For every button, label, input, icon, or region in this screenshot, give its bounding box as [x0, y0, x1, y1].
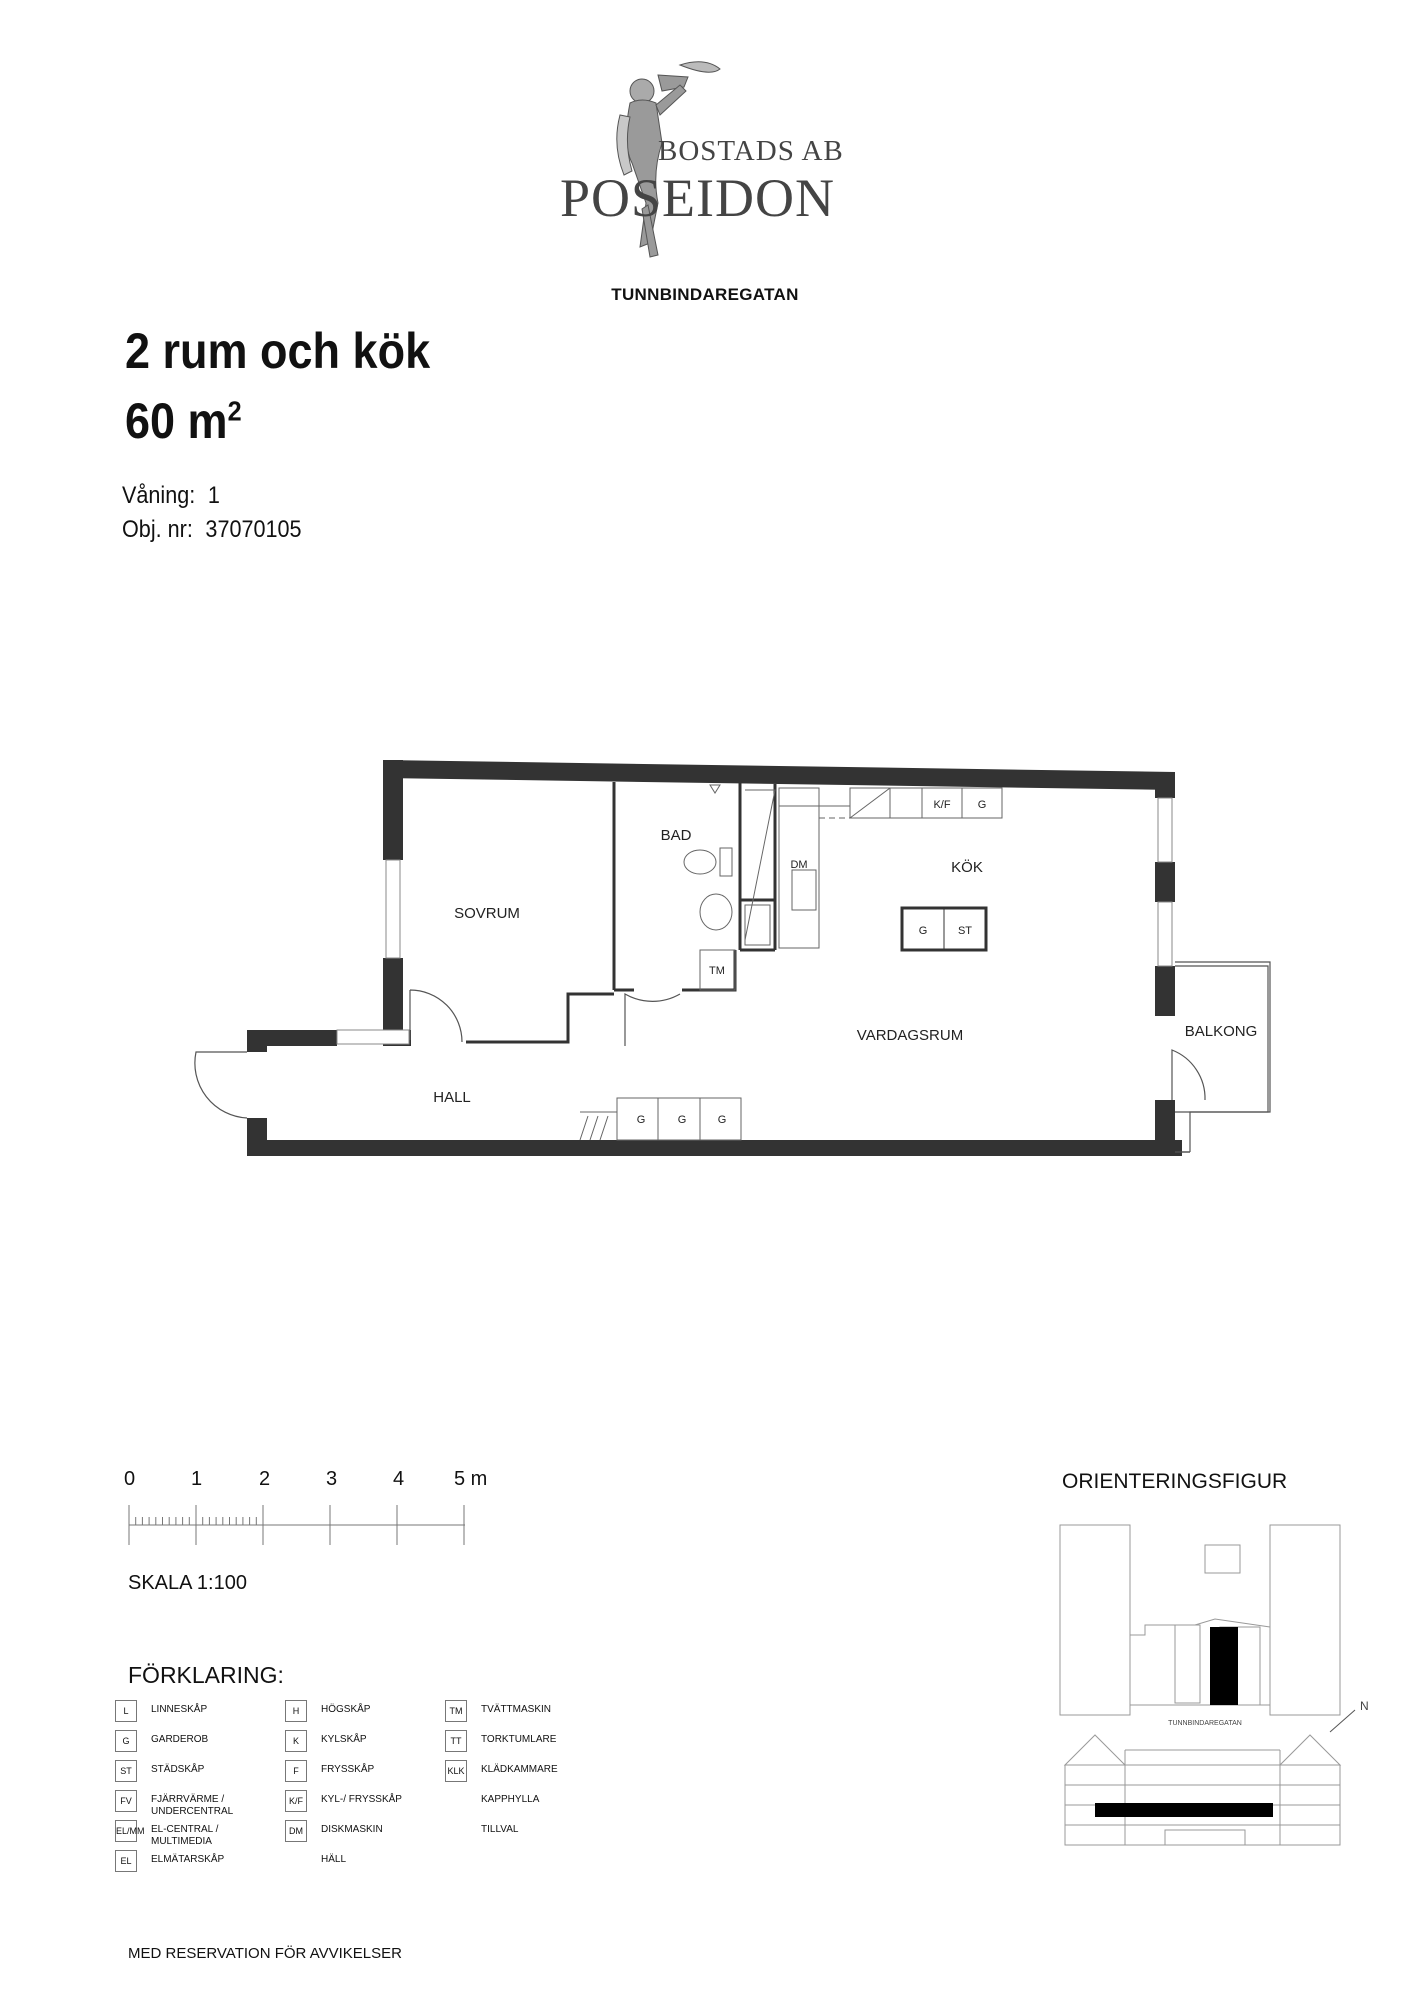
legend-code: FV [115, 1790, 137, 1812]
legend-label: TVÄTTMASKIN [481, 1704, 552, 1715]
area-unit-sup: 2 [227, 395, 242, 427]
fixture-hall-g3: G [717, 1114, 727, 1126]
legend-label: DISKMASKIN [321, 1824, 383, 1835]
legend-code: EL/MM [115, 1820, 137, 1842]
legend-code [285, 1850, 305, 1870]
legend-code [445, 1790, 465, 1810]
legend-code: TM [445, 1700, 467, 1722]
legend-label: HÄLL [321, 1854, 347, 1865]
orientation-title: ORIENTERINGSFIGUR [1062, 1470, 1288, 1493]
scale-tick-4: 4 [393, 1468, 405, 1490]
room-label-kok: KÖK [951, 859, 983, 876]
legend-label: FRYSSKÅP [321, 1764, 375, 1775]
room-label-balkong: BALKONG [1184, 1023, 1258, 1040]
north-label: N [1360, 1699, 1369, 1713]
floor-value: 1 [207, 482, 220, 509]
scale-tick-3: 3 [326, 1468, 338, 1490]
fixture-hall-g2: G [677, 1114, 687, 1126]
legend-code: L [115, 1700, 137, 1722]
scale-labels [124, 1468, 524, 1498]
scale-bar [120, 1505, 480, 1553]
object-value: 37070105 [205, 516, 302, 543]
legend-code: K/F [285, 1790, 307, 1812]
legend-label: KAPPHYLLA [481, 1794, 540, 1805]
legend-code: KLK [445, 1760, 467, 1782]
legend-label: LINNESKÅP [151, 1704, 208, 1715]
fixture-g-kitchen: G [977, 799, 987, 811]
legend-label: STÄDSKÅP [151, 1764, 205, 1775]
scale-tick-5: 5 m [454, 1468, 488, 1490]
room-label-hall: HALL [433, 1089, 471, 1106]
legend-label: TORKTUMLARE [481, 1734, 557, 1745]
legend-label: FJÄRRVÄRME / UNDERCENTRAL [151, 1794, 234, 1817]
disclaimer: MED RESERVATION FÖR AVVIKELSER [128, 1945, 402, 1962]
logo-line-2: POSEIDON [560, 168, 836, 228]
legend-label: TILLVAL [481, 1824, 519, 1835]
orientation-figure [1055, 1515, 1375, 1860]
legend-label: KYLSKÅP [321, 1734, 367, 1745]
room-label-bad: BAD [660, 827, 692, 844]
legend-code: EL [115, 1850, 137, 1872]
fixture-island-g: G [918, 925, 928, 937]
doors [195, 966, 1268, 1152]
area-value: 60 m [125, 393, 228, 449]
object-label: Obj. nr: [122, 516, 193, 543]
legend-code: K [285, 1730, 307, 1752]
fixture-dm: DM [790, 859, 808, 871]
legend-label: GARDEROB [151, 1734, 209, 1745]
legend-code: TT [445, 1730, 467, 1752]
legend-code: H [285, 1700, 307, 1722]
legend-code: DM [285, 1820, 307, 1842]
orientation-street: TUNNBINDAREGATAN [1168, 1720, 1242, 1727]
legend-label: ELMÄTARSKÅP [151, 1854, 225, 1865]
scale-tick-2: 2 [259, 1468, 271, 1490]
apartment-highlight [1210, 1627, 1238, 1705]
legend-code [445, 1820, 465, 1840]
legend-grid [115, 1700, 595, 1900]
street-header: TUNNBINDAREGATAN [611, 285, 799, 304]
legend-label: KYL-/ FRYSSKÅP [321, 1794, 402, 1805]
legend-label: KLÄDKAMMARE [481, 1764, 558, 1775]
kitchen-island [902, 908, 986, 950]
legend-code: F [285, 1760, 307, 1782]
room-label-vardagsrum: VARDAGSRUM [856, 1027, 964, 1044]
scale-name: SKALA 1:100 [128, 1572, 247, 1594]
fixture-kf: K/F [933, 799, 951, 811]
logo-line-1: BOSTADS AB [658, 135, 844, 167]
fixture-tm: TM [709, 965, 725, 977]
legend-title: FÖRKLARING: [128, 1662, 284, 1688]
room-label-sovrum: SOVRUM [454, 905, 520, 922]
kitchen-counters [700, 788, 1002, 990]
apartment-elevation-highlight [1095, 1803, 1273, 1817]
legend-code: ST [115, 1760, 137, 1782]
floor-label: Våning: [122, 482, 196, 509]
page-title: 2 rum och kök [125, 323, 431, 379]
scale-tick-0: 0 [124, 1468, 136, 1490]
legend-label: EL-CENTRAL / MULTIMEDIA [151, 1824, 219, 1847]
fixture-island-st: ST [957, 925, 973, 937]
legend-code: G [115, 1730, 137, 1752]
scale-tick-1: 1 [191, 1468, 203, 1490]
bathroom-fixtures [684, 785, 775, 940]
legend-label: HÖGSKÅP [321, 1704, 371, 1715]
fixture-hall-g1: G [636, 1114, 646, 1126]
